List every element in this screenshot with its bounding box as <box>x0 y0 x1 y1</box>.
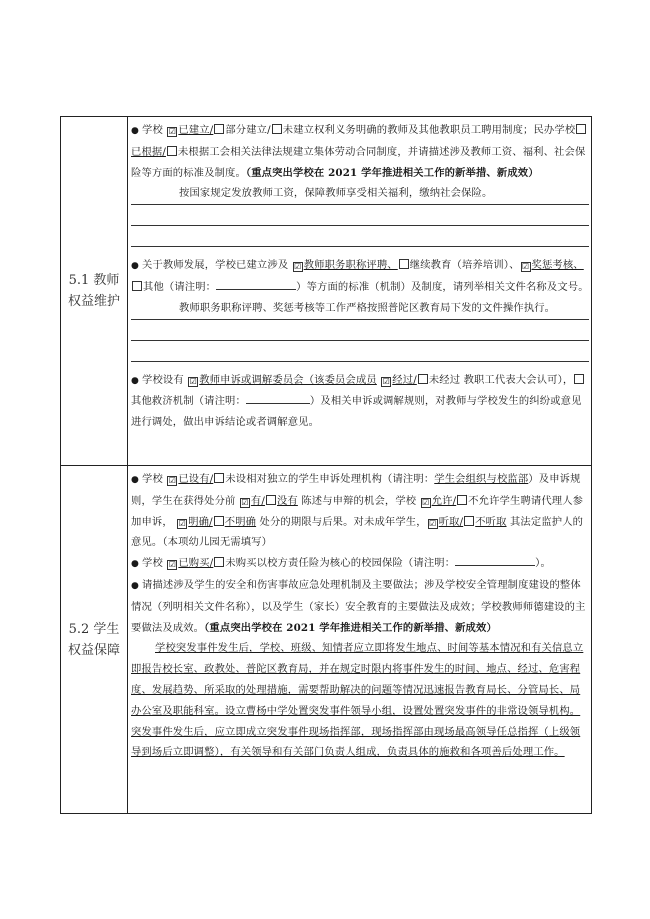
appeal-organ-value[interactable]: 学生会组织与校监部 <box>434 473 529 485</box>
text: ）及相关申诉或调解规则，对教师与学校 <box>309 395 498 408</box>
checkbox[interactable] <box>167 146 177 156</box>
answer-line-blank[interactable] <box>131 205 589 226</box>
text: 学校设有 <box>142 373 184 386</box>
item-safety-mechanism <box>131 575 589 638</box>
text: 学校 <box>142 124 163 136</box>
answer-line-blank[interactable] <box>131 341 589 362</box>
option-listen: 听取/ <box>438 515 464 528</box>
student-rights-content <box>131 469 589 763</box>
item-grievance-committee <box>131 370 589 433</box>
label-line: 5.1 教师 <box>68 273 120 288</box>
emphasis-note: （重点突出学校在 2021 学年推进相关工作的新举措、新成效） <box>204 621 497 634</box>
item-teacher-development <box>131 255 589 298</box>
text: 未经过 教职工代表大会 <box>428 373 537 386</box>
option-no: 没有 <box>276 494 298 507</box>
checkbox-checked[interactable]: ☑ <box>521 262 530 272</box>
text: 不允 <box>468 494 490 507</box>
option-established: 已建立/ <box>178 124 214 136</box>
text: 处分的期限与后果。对未成年学生， <box>259 515 427 528</box>
answer-line-blank[interactable] <box>131 320 589 341</box>
checkbox[interactable] <box>214 473 224 483</box>
checkbox-checked[interactable]: ☑ <box>178 518 186 528</box>
answer-line[interactable]: 教师职务职称评聘、奖惩考核等工作严格按照普陀区教育局下发的文件操作执行。 <box>131 298 589 320</box>
option-other: 其他（请注明： <box>143 280 217 293</box>
checkbox-checked[interactable]: ☑ <box>168 476 177 485</box>
safety-answer[interactable]: 学校突发事件发生后，学校、班级、知情者应立即将发生地点、时间等基本情况和有关信息立即报告校长室、政教处、普陀区教育局，并在规定时限内将事件发生的时间、地点、经过、危害程度、发展趋势、所采取的处理措施，需要帮助解决的问题等情况迅速报告教育局长、分管局长、局办公室及职能科室。设立曹杨中学处置突发事件领导小组，设置处置突发事件的非常设领导机构。突发事件发生后，应立即成立突发事件现场指挥部，现场指挥部由现场最高领导任总指挥（上级领导到场后立即调整），有关领导和有关部门负责人组成，负责具体的施救和各项善后处理工作。 <box>131 642 584 759</box>
checkbox-checked[interactable]: ☑ <box>294 262 302 272</box>
item-employment-system <box>131 120 589 183</box>
checkbox[interactable] <box>457 495 467 505</box>
text: 未设相对独立的学生申诉处理机构（请注明： <box>225 473 435 485</box>
text: 发生的纠纷或意见进行调处，做出申诉结论或者调解意见。 <box>131 395 582 429</box>
checkbox[interactable] <box>214 124 224 134</box>
text: 关于教师发展，学校已建立涉及 <box>142 259 289 272</box>
text: ） <box>528 473 539 485</box>
text: 认可）， <box>536 373 574 386</box>
option-purchased: 已购买/ <box>178 557 214 570</box>
option-partial: 部分建立/ <box>225 124 271 136</box>
checkbox[interactable] <box>464 516 474 526</box>
option-other-relief: 其他救济机制（请注明： <box>131 395 246 408</box>
text: 办学校 <box>543 124 576 136</box>
insurance-fill-field[interactable] <box>455 565 535 566</box>
bullet: ● <box>131 261 140 272</box>
bullet: ● <box>131 475 140 485</box>
text: 未根据工会相关法律法规建立集体劳动合同制度，并请描述涉及教师 <box>177 145 492 158</box>
emphasis-note: （重点突出学校在 2021 学年推进相关工作的新举措、新成效） <box>245 166 539 179</box>
checkbox-checked[interactable]: ☑ <box>189 376 197 386</box>
answer-line[interactable]: 按国家规定发放教师工资，保障教师享受相关福利，缴纳社会保险。 <box>131 183 589 205</box>
option-based: 已根据/ <box>131 145 166 158</box>
checkbox-checked[interactable]: ☑ <box>422 497 430 507</box>
row-label-student-rights <box>61 619 127 661</box>
text: 其法定监护人的意见。（本项幼儿园无需填写） <box>131 515 584 549</box>
bullet: ● <box>131 580 140 591</box>
option-continuing-education: 继续教育（培养培训）、 <box>409 259 520 272</box>
label-line: 5.2 学生 <box>68 622 120 637</box>
text: 件名称及文号。 <box>515 280 589 293</box>
item-insurance <box>131 553 589 575</box>
text: 未建立权利义务明确的教师及其他教职员工聘用制度；民 <box>282 124 544 136</box>
teacher-rights-content <box>131 120 589 433</box>
text: ）。 <box>535 557 551 570</box>
checkbox-checked[interactable]: ☑ <box>429 518 437 528</box>
text: 学校 <box>142 473 163 485</box>
checkbox[interactable] <box>576 124 586 134</box>
checkbox[interactable] <box>418 374 428 384</box>
text: 陈述与申辩的机会，学校 <box>301 494 417 507</box>
checkbox-checked[interactable]: ☑ <box>168 127 177 136</box>
answer-line-blank[interactable] <box>131 226 589 247</box>
text: ）等方面的标准（机制）及制度，请列举相关文 <box>296 280 516 293</box>
option-reward-cont: 惩考核、 <box>541 259 584 272</box>
text: 及申诉规则，学生在获得处分前 <box>131 473 581 507</box>
option-committee: 教师申诉或调解委员会（该委员会成员 <box>199 373 377 386</box>
other-relief-fill-field[interactable] <box>246 403 310 404</box>
item-student-appeal <box>131 469 589 553</box>
checkbox[interactable] <box>214 557 224 567</box>
option-reward: 奖 <box>531 259 542 272</box>
option-approved: 经过/ <box>392 373 417 386</box>
bullet: ● <box>131 126 140 136</box>
checkbox-checked[interactable]: ☑ <box>168 560 177 570</box>
bullet: ● <box>131 559 140 570</box>
checkbox[interactable] <box>272 124 282 134</box>
checkbox[interactable] <box>214 516 224 526</box>
option-unclear: 不明确 <box>224 515 257 528</box>
option-title-evaluation: 教师职务职称评聘、 <box>303 259 398 272</box>
label-line: 权益保障 <box>67 643 120 658</box>
option-clear: 明确/ <box>188 515 213 528</box>
text: 请描述涉及学生的安全和伤害事故应急处理机制及主要做法；涉及学校安全管理制度建设的整体情况（列明相关文件名称），以及学生（家长）安全教育的主要做法及成效；学校教师师德建设的主要做法及成效。 <box>131 578 586 634</box>
checkbox[interactable] <box>399 259 409 269</box>
option-allow: 允许/ <box>431 494 457 507</box>
option-yes: 有/ <box>250 494 265 507</box>
rights-table <box>60 116 592 814</box>
text: 许学生聘请代理人参加申诉， <box>131 494 584 528</box>
checkbox-checked[interactable]: ☑ <box>241 497 249 507</box>
bullet: ● <box>131 375 140 386</box>
row-divider <box>61 465 591 466</box>
option-not-listen: 不听取 <box>475 515 507 528</box>
checkbox[interactable] <box>574 374 584 384</box>
other-fill-field[interactable] <box>216 289 296 290</box>
checkbox[interactable] <box>266 495 276 505</box>
text: 学校 <box>142 557 163 570</box>
text: 工资、福利、社会保险等方面的标准及制度。 <box>131 145 586 179</box>
option-has: 已设有/ <box>178 473 214 485</box>
row-label-teacher-rights <box>61 270 127 312</box>
text: 未购买以校方责任险为核心的校园保险（请注明： <box>225 557 456 570</box>
label-line: 权益维护 <box>67 294 120 309</box>
checkbox[interactable] <box>132 281 142 291</box>
checkbox-checked[interactable]: ☑ <box>382 376 390 386</box>
